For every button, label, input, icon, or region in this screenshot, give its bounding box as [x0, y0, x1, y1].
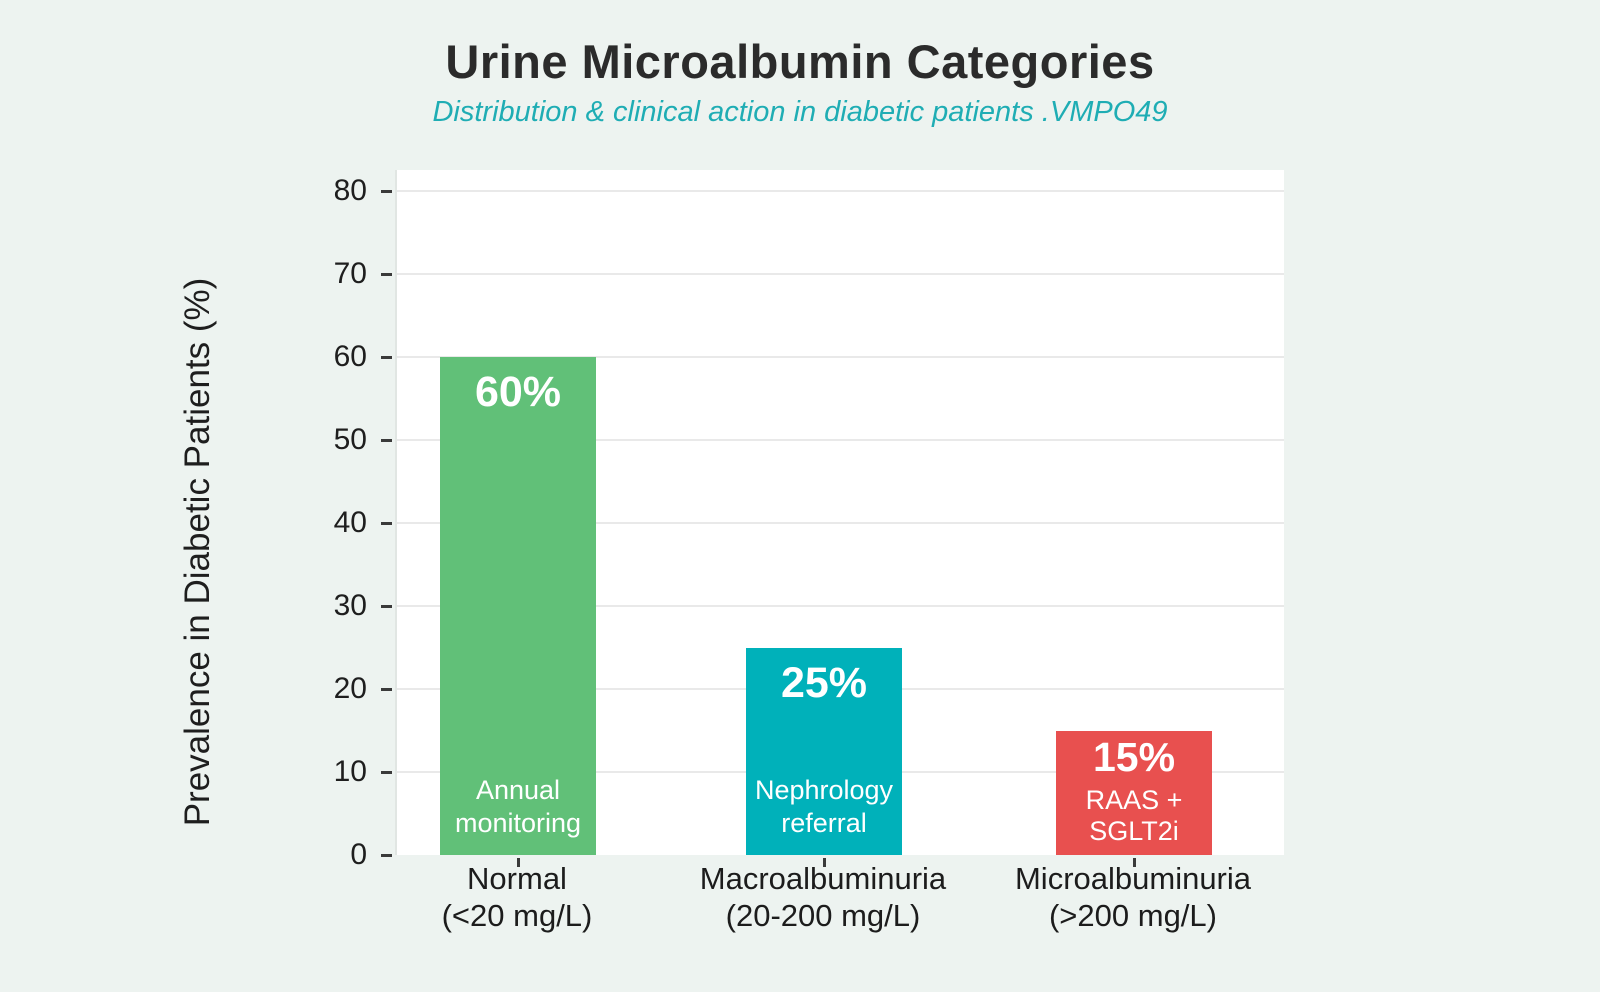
y-tick-50	[381, 439, 392, 442]
y-tick-30	[381, 605, 392, 608]
bar-action-line2: monitoring	[454, 808, 582, 838]
y-tick-label-80: 80	[333, 174, 367, 207]
bar-action-line2: SGLT2i	[1089, 816, 1179, 846]
y-tick-60	[381, 356, 392, 359]
bar-normal	[440, 357, 596, 855]
y-tick-0	[381, 854, 392, 857]
x-axis-label-macroalbuminuria	[643, 860, 1003, 934]
bar-action-label-normal	[455, 774, 581, 840]
y-tick-70	[381, 273, 392, 276]
y-tick-label-20: 20	[333, 672, 367, 705]
y-tick-label-10: 10	[333, 755, 367, 788]
bar-value-label-normal: 60%	[474, 368, 562, 416]
chart-title: Urine Microalbumin Categories	[445, 35, 1155, 88]
bar-action-line1: RAAS +	[1085, 785, 1183, 815]
y-tick-label-50: 50	[333, 423, 367, 456]
x-axis-label-line2: (20-200 mg/L)	[725, 898, 921, 933]
gridline-80	[397, 190, 1284, 192]
y-tick-80	[381, 190, 392, 193]
bar-macroalbuminuria	[746, 648, 902, 856]
bar-action-label-microalbuminuria	[1086, 785, 1183, 847]
bar-action-line1: Nephrology	[754, 775, 894, 805]
y-tick-40	[381, 522, 392, 525]
x-axis-label-microalbuminuria	[953, 860, 1313, 934]
y-tick-label-40: 40	[333, 506, 367, 539]
bar-value-label-macroalbuminuria: 25%	[780, 658, 868, 707]
y-axis-label: Prevalence in Diabetic Patients (%)	[178, 277, 217, 827]
bar-action-line2: referral	[781, 808, 867, 838]
plot-area	[333, 170, 1284, 871]
gridline-70	[397, 273, 1284, 275]
bar-microalbuminuria	[1056, 731, 1212, 856]
y-tick-label-30: 30	[333, 589, 367, 622]
y-tick-label-0: 0	[350, 838, 367, 871]
x-axis-label-line1: Microalbuminuria	[1014, 861, 1252, 896]
bar-value-label-microalbuminuria: 15%	[1092, 733, 1176, 780]
bar-action-line1: Annual	[475, 775, 561, 805]
x-axis-label-line2: (<20 mg/L)	[441, 898, 593, 933]
y-tick-10	[381, 771, 392, 774]
y-tick-label-70: 70	[333, 257, 367, 290]
y-tick-label-60: 60	[333, 340, 367, 373]
chart-subtitle: Distribution & clinical action in diabetic patients .VMPO49	[432, 96, 1168, 128]
x-axis-label-line2: (>200 mg/L)	[1048, 898, 1217, 933]
y-tick-20	[381, 688, 392, 691]
x-axis-label-line1: Macroalbuminuria	[699, 861, 947, 896]
bar-action-label-macroalbuminuria	[755, 774, 893, 840]
x-axis-label-line1: Normal	[467, 861, 567, 896]
